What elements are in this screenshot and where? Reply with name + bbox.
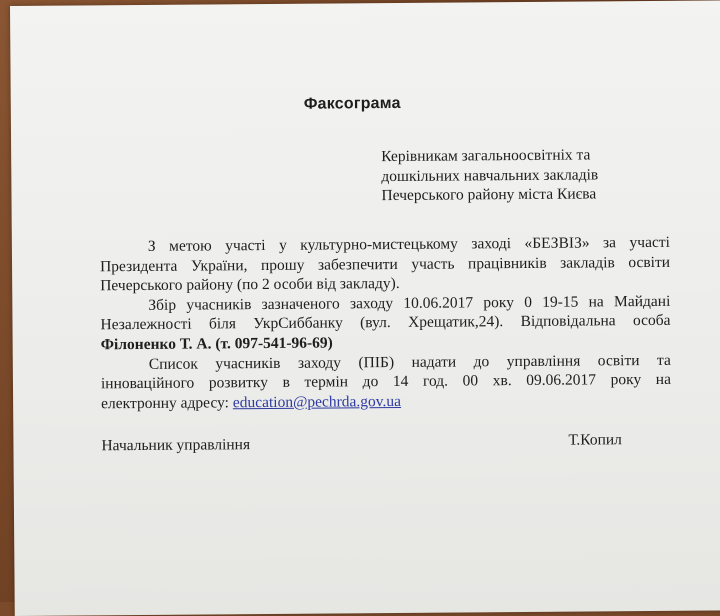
- body-line: Збір учасників зазначеного заходу 10.06.2017 року 0 19-15 на Майдані: [148, 292, 671, 314]
- signature-position: Начальник управління: [101, 436, 251, 455]
- email-prefix: електронну адресу:: [101, 394, 233, 413]
- body-line: Печерського району (по 2 особи від закладу).: [100, 275, 400, 295]
- body-line: інноваційного розвитку в термін до 14 год. 00 хв. 09.06.2017 року на: [100, 370, 672, 393]
- signature-name: Т.Копил: [568, 431, 622, 449]
- body-line: Незалежності біля УкрСиббанку (вул. Хрещатик,24). Відповідальна особа: [100, 312, 671, 334]
- body-line: Президента України, прошу забезпечити участь працівників закладів освіти: [99, 253, 671, 275]
- email-line: [101, 390, 671, 414]
- addressee-block: [381, 145, 598, 205]
- fax-document: [10, 0, 720, 616]
- responsible-person: Філоненко Т. А. (т. 097-541-96-69): [100, 334, 333, 354]
- body-line: З метою участі у культурно-мистецькому заході «БЕЗВІЗ» за участі: [147, 233, 670, 255]
- addressee-line: дошкільних навчальних закладів: [381, 165, 599, 185]
- document-body: [100, 233, 671, 414]
- document-title: Факсограма: [303, 94, 401, 113]
- addressee-line: Керівникам загальноосвітніх та: [381, 146, 591, 166]
- body-line: Список учасників заходу (ПІБ) надати до управління освіти та: [148, 351, 671, 373]
- addressee-line: Печерського району міста Києва: [381, 185, 597, 205]
- email-link[interactable]: education@pechrda.gov.ua: [232, 392, 402, 412]
